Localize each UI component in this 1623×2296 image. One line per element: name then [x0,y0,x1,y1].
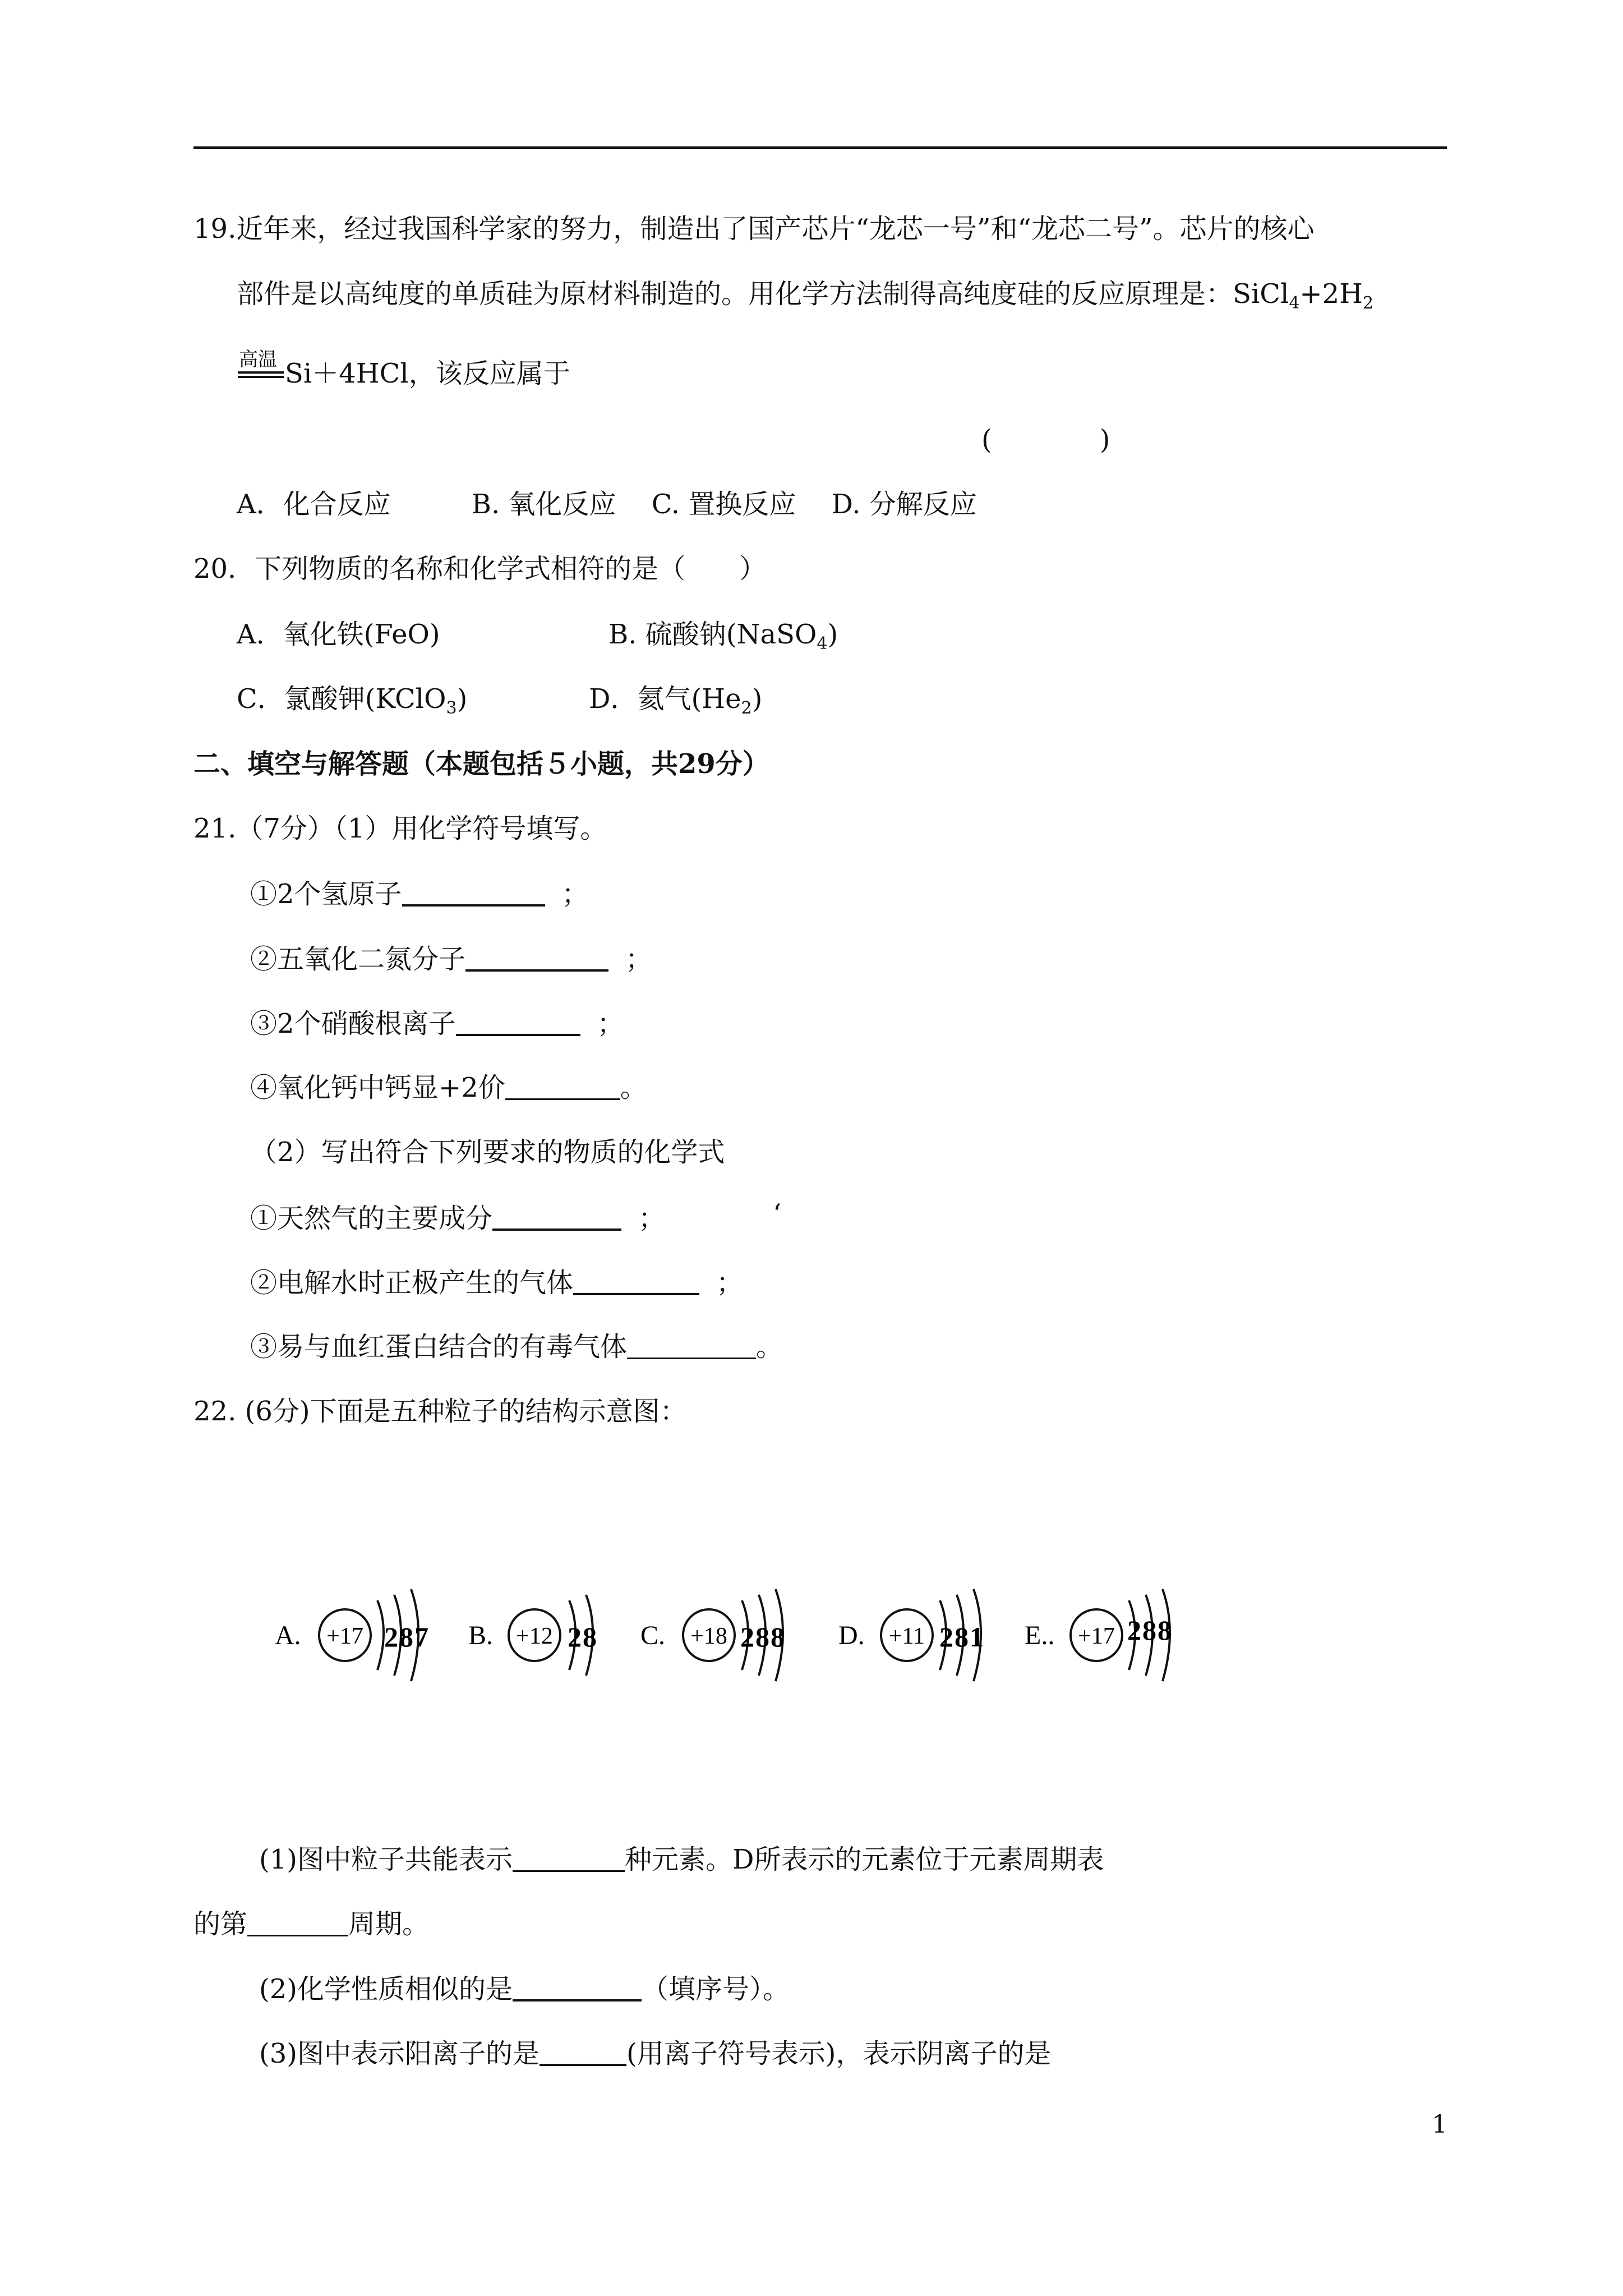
high-temperature-condition [237,347,285,388]
answer-blank[interactable] [513,1846,625,1872]
atom-diagram-a [275,1589,430,1681]
answer-blank[interactable] [540,2039,626,2066]
nucleus-charge: +17 [1078,1623,1115,1649]
q22-part-1-line2: 的第 周期。 [193,1908,430,1940]
answer-blank[interactable] [247,1910,348,1936]
q22-part-3: (3)图中表示阳离子的是 (用离子符号表示)，表示阴离子的是 [259,2038,1052,2069]
q21-item-7: ③易与血红蛋白结合的有毒气体 。 [250,1331,783,1363]
q21-item-3: ③2个硝酸根离子 ； [250,1008,624,1039]
atom-diagram-c [640,1589,786,1681]
q21-item-4: ④氧化钙中钙显+2价 。 [250,1072,647,1103]
section-2-heading: 二、填空与解答题（本题包括５小题，共29分） [193,748,769,780]
electron-shell-arc [377,1600,384,1670]
atomic-structure-diagrams [0,1543,1623,1728]
atom-label: B. [468,1621,494,1650]
q20-option-b: B. 硫酸钠(NaSO$_4$) [608,619,838,654]
answer-blank[interactable] [513,1975,642,2001]
q21-item-1: ①2个氢原子 ； [250,878,589,910]
svg-text:高温: 高温 [239,349,277,370]
atom-diagram-d [838,1589,985,1681]
answer-blank[interactable] [402,880,545,907]
nucleus-charge: +12 [516,1623,553,1649]
shell-electrons: 28 [568,1621,598,1653]
atom-label: C. [640,1621,666,1650]
nucleus-charge: +18 [690,1623,727,1649]
answer-blank[interactable] [505,1074,620,1100]
page-number: 1 [1432,2110,1447,2139]
q19-options: A．化合反应 B. 氧化反应 C. 置换反应 D. 分解反应 [237,489,977,520]
q20-option-a: A．氧化铁(FeO) [237,619,440,650]
answer-blank[interactable] [627,1333,756,1359]
stray-mark: ‘ [773,1198,782,1230]
shell-electrons: 281 [939,1621,985,1653]
answer-blank[interactable] [573,1268,699,1295]
nucleus-charge: +17 [326,1623,363,1649]
nucleus-charge: +11 [888,1623,925,1649]
answer-blank[interactable] [456,1009,580,1036]
q20-option-d: D．氦气$(He_2)$ [589,683,763,718]
atom-diagram-e [1025,1589,1173,1681]
atom-diagram-b [468,1595,598,1676]
q19-line2: 部件是以高纯度的单质硅为原材料制造的。用化学方法制得高纯度硅的反应原理是：$SiCl_4+2H_2$ [237,278,1374,313]
reaction-condition-icon [237,347,285,384]
q19-answer-paren: ( ) [981,424,1110,455]
shell-electrons: 288 [740,1621,786,1653]
atom-label: D. [838,1621,865,1650]
header-rule [193,146,1447,149]
atom-label: E.. [1025,1621,1055,1650]
q22-part-1-line1: (1)图中粒子共能表示 种元素。D所表示的元素位于元素周期表 [259,1844,1104,1875]
shell-electrons: 288 [1127,1614,1173,1646]
q21-part-2: （2）写出符合下列要求的物质的化学式 [250,1137,725,1168]
q22-part-2: (2)化学性质相似的是 （填序号）。 [259,1973,790,2005]
q21-stem: 21.（7分）（1）用化学符号填写。 [193,813,607,844]
q20-stem: 20．下列物质的名称和化学式相符的是（ ） [193,553,767,585]
q21-item-6: ②电解水时正极产生的气体 ； [250,1267,744,1299]
q21-item-5: ①天然气的主要成分 ； [250,1203,666,1234]
answer-blank[interactable] [492,1204,621,1231]
q20-option-c: C．氯酸钾(KClO$_3$) [237,683,468,718]
q19-line1: 19.近年来，经过我国科学家的努力，制造出了国产芯片“龙芯一号”和“龙芯二号”。芯片的核心 [193,213,1315,245]
q22-stem: 22. (6分)下面是五种粒子的结构示意图： [193,1396,687,1427]
atom-label: A. [275,1621,301,1650]
q19-line3: 高温 Si＋4HCl，该反应属于 [237,347,570,388]
q21-item-2: ②五氧化二氮分子 ； [250,944,653,975]
answer-blank[interactable] [465,945,608,972]
shell-electrons: 287 [384,1621,430,1653]
